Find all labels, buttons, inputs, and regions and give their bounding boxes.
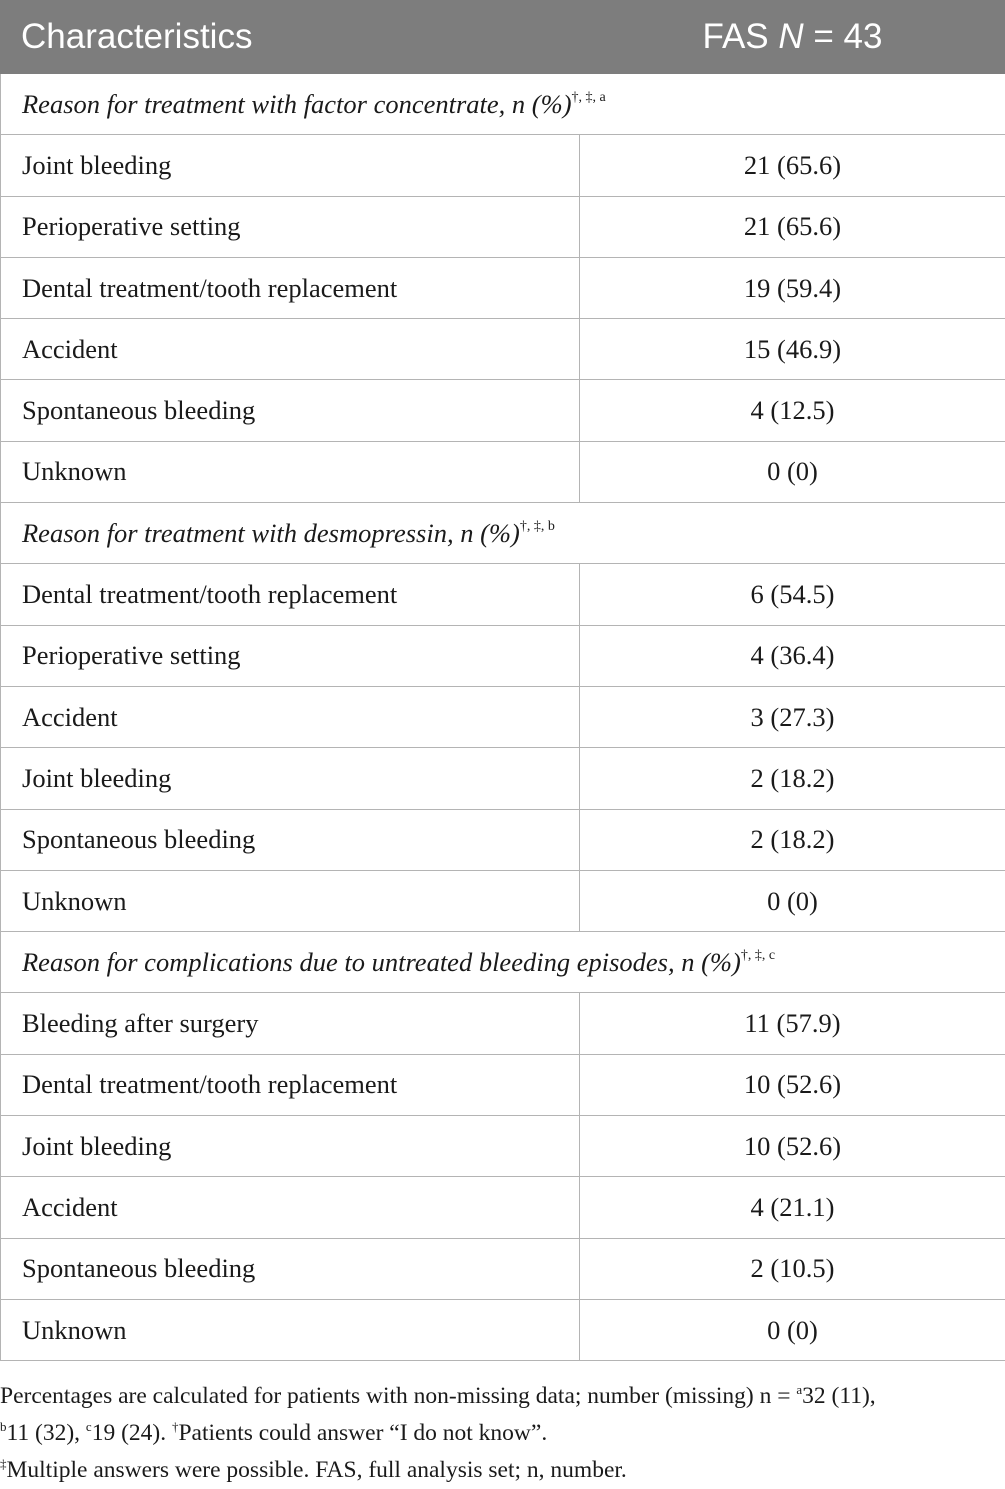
header-fas: FAS N = 43 [580, 1, 1005, 74]
row-label: Spontaneous bleeding [1, 380, 580, 441]
section-header-row [1, 932, 1005, 993]
row-value: 4 (21.1) [580, 1177, 1005, 1238]
row-value: 0 (0) [580, 441, 1005, 502]
row-label: Perioperative setting [1, 196, 580, 257]
table-row [1, 993, 1005, 1054]
row-value: 19 (59.4) [580, 257, 1005, 318]
table-row [1, 1054, 1005, 1115]
table-row [1, 257, 1005, 318]
row-value: 3 (27.3) [580, 686, 1005, 747]
row-value: 2 (18.2) [580, 748, 1005, 809]
row-value: 21 (65.6) [580, 135, 1005, 196]
row-value: 0 (0) [580, 870, 1005, 931]
row-value: 15 (46.9) [580, 319, 1005, 380]
table-row [1, 196, 1005, 257]
row-value: 11 (57.9) [580, 993, 1005, 1054]
row-label: Bleeding after surgery [1, 993, 580, 1054]
row-value: 4 (36.4) [580, 625, 1005, 686]
table-body [1, 74, 1005, 1361]
table-row [1, 870, 1005, 931]
section-header-row [1, 503, 1005, 564]
row-value: 21 (65.6) [580, 196, 1005, 257]
row-label: Unknown [1, 441, 580, 502]
table-row [1, 564, 1005, 625]
row-label: Spontaneous bleeding [1, 1238, 580, 1299]
table-row [1, 441, 1005, 502]
row-label: Unknown [1, 1299, 580, 1360]
table-row [1, 1238, 1005, 1299]
table-row [1, 686, 1005, 747]
row-label: Joint bleeding [1, 748, 580, 809]
row-value: 4 (12.5) [580, 380, 1005, 441]
header-characteristics: Characteristics [1, 1, 580, 74]
row-value: 10 (52.6) [580, 1116, 1005, 1177]
section-title: Reason for treatment with desmopressin, n (%)$^{\dagger, \ddagger, b}$ [1, 503, 1005, 564]
table-row [1, 319, 1005, 380]
table-row [1, 380, 1005, 441]
row-label: Joint bleeding [1, 135, 580, 196]
row-label: Accident [1, 686, 580, 747]
row-label: Perioperative setting [1, 625, 580, 686]
row-value: 0 (0) [580, 1299, 1005, 1360]
table-footnote: Percentages are calculated for patients with non-missing data; number (missing) n = $^a$32 (11), $^b$11 (32), $^c$19 (24). †Patients could answer “I do not know”. ‡Multiple answers were possible. FAS, full analysis set; n, number. [0, 1382, 876, 1483]
row-label: Accident [1, 319, 580, 380]
row-label: Joint bleeding [1, 1116, 580, 1177]
row-value: 2 (10.5) [580, 1238, 1005, 1299]
table-row [1, 625, 1005, 686]
section-header-row [1, 74, 1005, 135]
row-value: 10 (52.6) [580, 1054, 1005, 1115]
section-title: Reason for treatment with factor concentrate, n (%)$^{\dagger, \ddagger, a}$ [1, 74, 1005, 135]
table-row [1, 1177, 1005, 1238]
row-label: Spontaneous bleeding [1, 809, 580, 870]
table-row [1, 809, 1005, 870]
row-value: 2 (18.2) [580, 809, 1005, 870]
table-row [1, 135, 1005, 196]
row-label: Dental treatment/tooth replacement [1, 257, 580, 318]
table-row [1, 748, 1005, 809]
row-label: Dental treatment/tooth replacement [1, 1054, 580, 1115]
row-label: Unknown [1, 870, 580, 931]
table-row [1, 1299, 1005, 1360]
header-row [1, 1, 1005, 74]
row-value: 6 (54.5) [580, 564, 1005, 625]
row-label: Accident [1, 1177, 580, 1238]
table-row [1, 1116, 1005, 1177]
row-label: Dental treatment/tooth replacement [1, 564, 580, 625]
section-title: Reason for complications due to untreated bleeding episodes, n (%)$^{\dagger, \ddagger, c}$ [1, 932, 1005, 993]
